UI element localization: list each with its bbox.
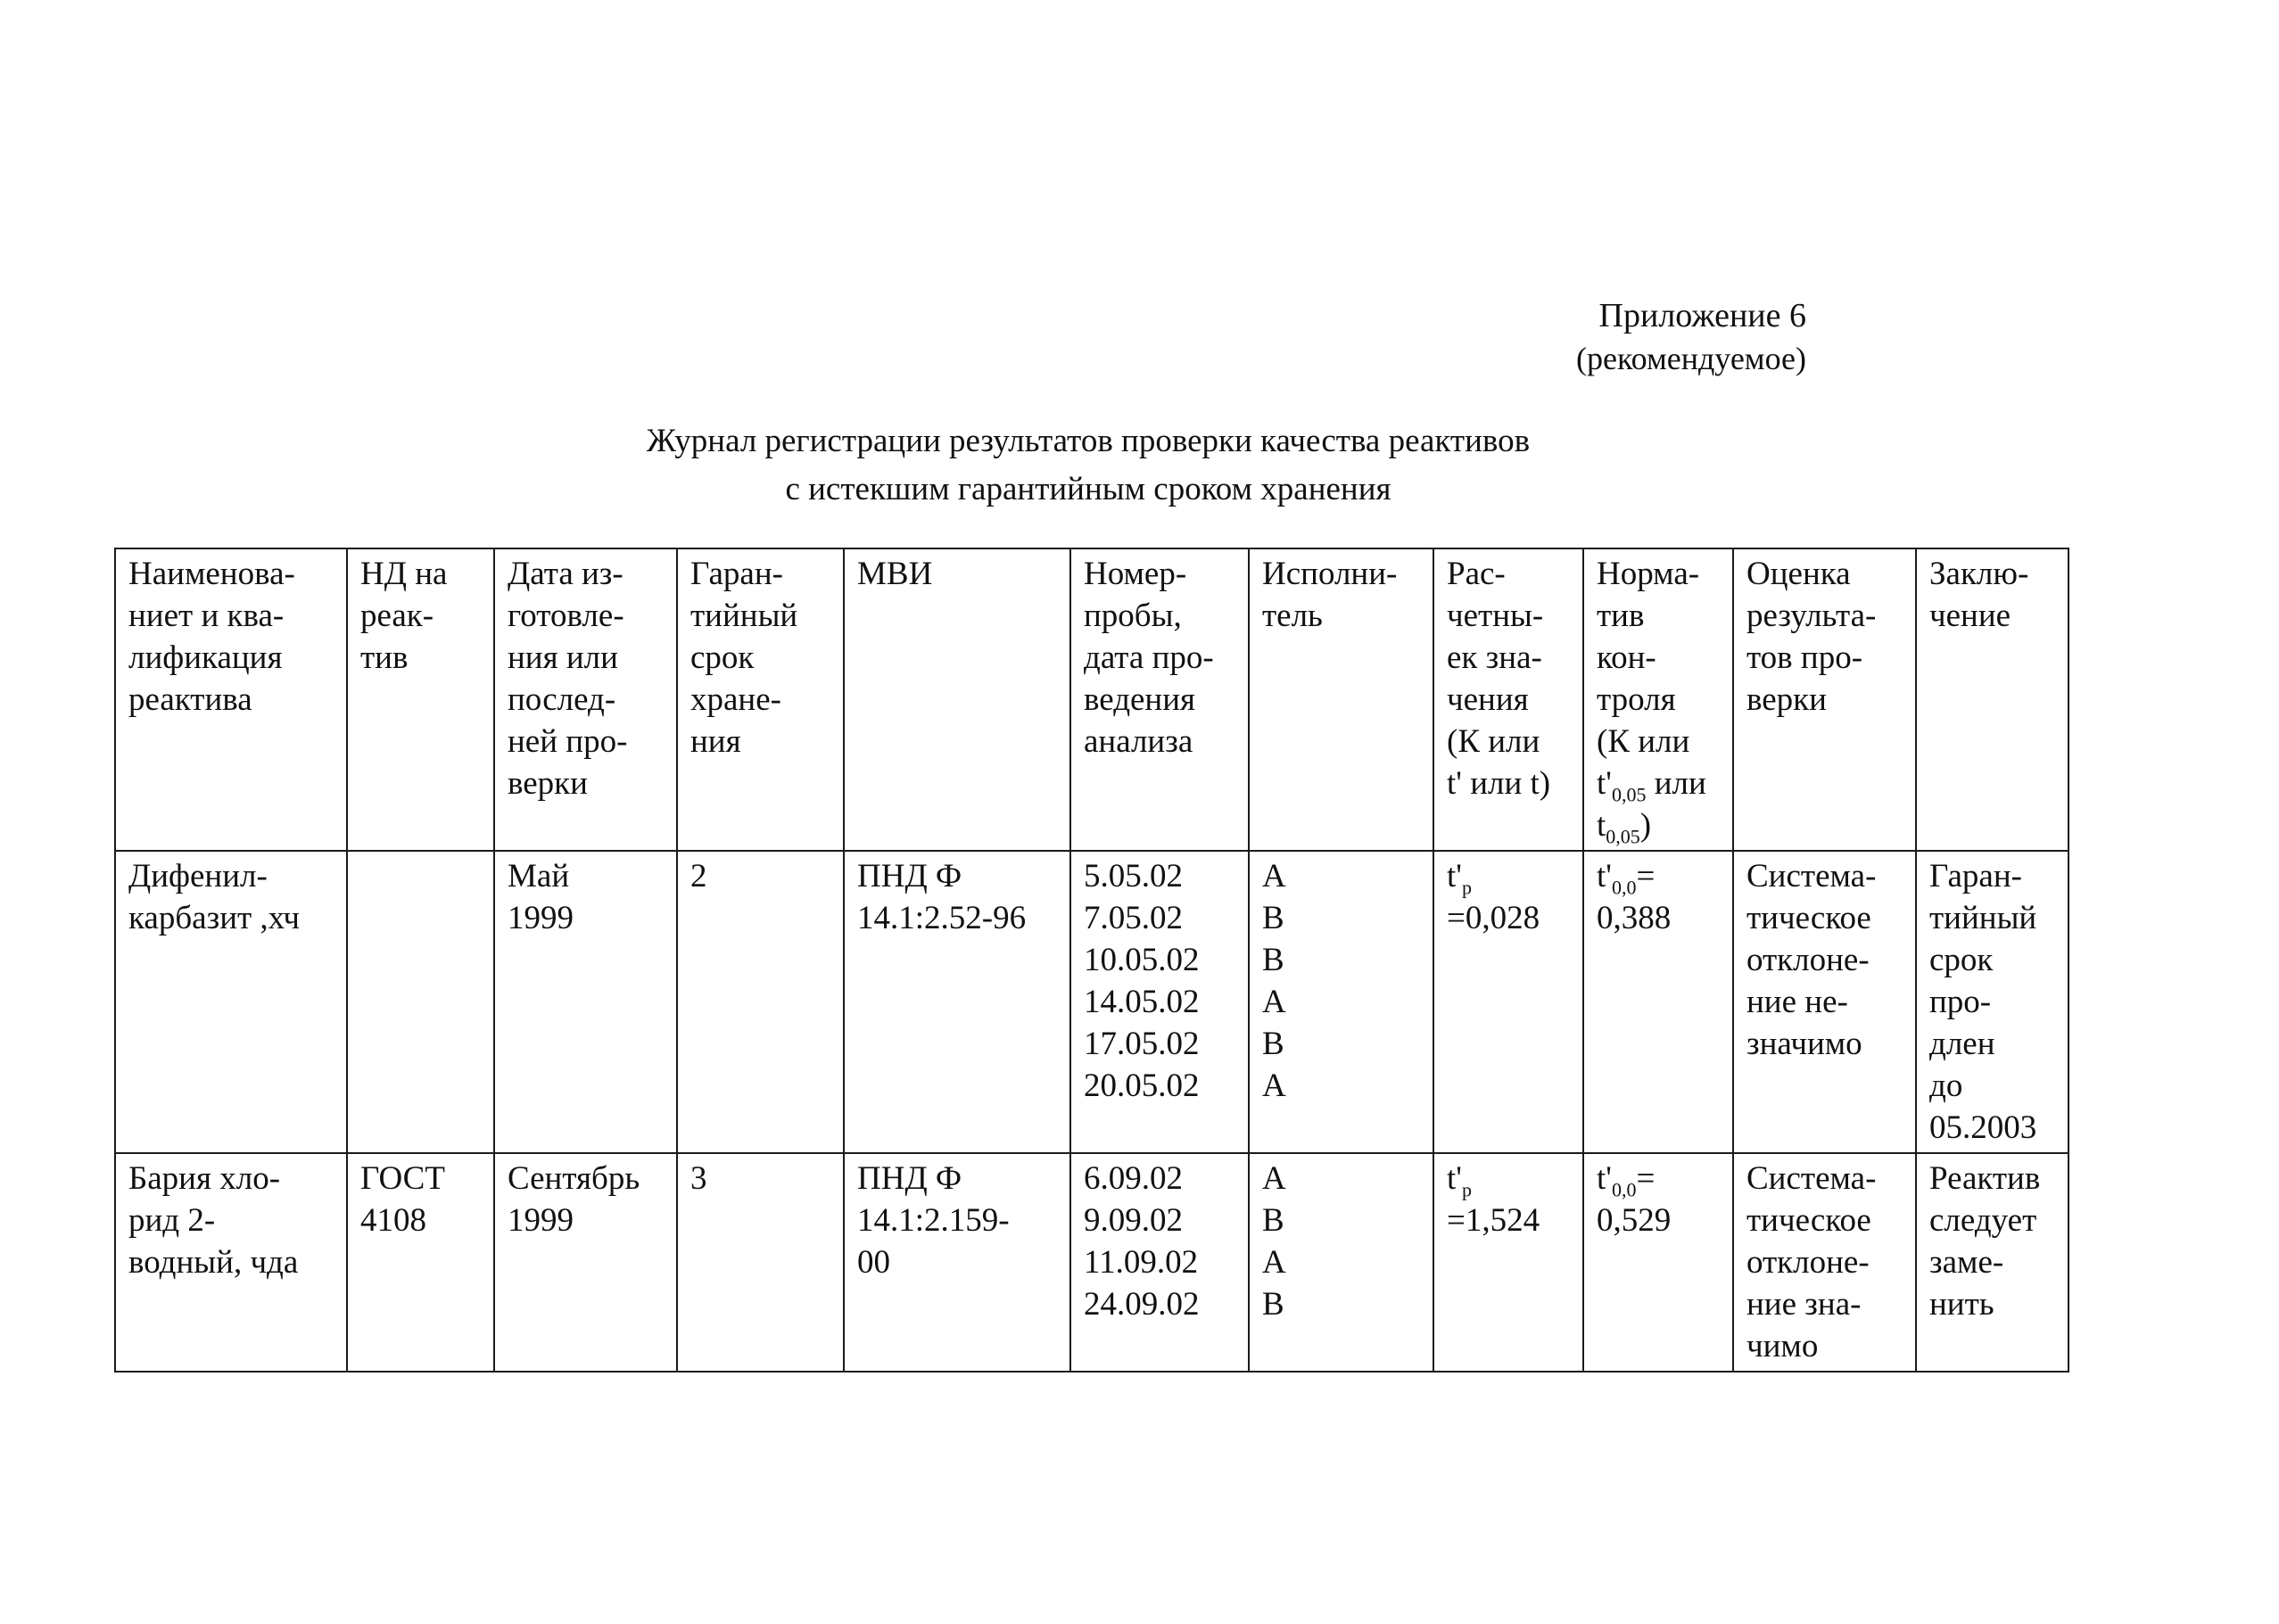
cell-calc: $t'_р$ =1,524: [1433, 1153, 1583, 1372]
cell-evaluation: Система- тическое отклоне- ние не- значимо: [1733, 851, 1916, 1153]
cell-warranty: 2: [677, 851, 844, 1153]
header-evaluation: Оценка результа- тов про- верки: [1733, 548, 1916, 851]
cell-executors: А В В А В А: [1249, 851, 1433, 1153]
appendix-status: (рекомендуемое): [1576, 341, 1806, 376]
journal-table: [114, 548, 2069, 1373]
appendix-label: [1576, 294, 1806, 380]
appendix-number: Приложение 6: [1598, 297, 1806, 334]
cell-samples: 6.09.02 9.09.02 11.09.02 24.09.02: [1070, 1153, 1249, 1372]
norm-t-prime: t': [1597, 765, 1612, 802]
header-norm: Норма- тив кон- троля (К или $t'_{0,05}$ или $t_{0,05}$): [1583, 548, 1733, 851]
cell-samples: 5.05.02 7.05.02 10.05.02 14.05.02 17.05.02 20.05.02: [1070, 851, 1249, 1153]
cell-conclusion: Реактив следует заме- нить: [1916, 1153, 2068, 1372]
norm-sub-2: 0,05: [1606, 825, 1640, 848]
title-line-2: с истекшим гарантийным сроком хранения: [785, 471, 1391, 507]
cell-date: Сентябрь 1999: [494, 1153, 677, 1372]
header-calc: Рас- четны- ек зна- чения (К или t' или t): [1433, 548, 1583, 851]
cell-norm: $t'_{0,0}=$ 0,388: [1583, 851, 1733, 1153]
header-mvi: МВИ: [844, 548, 1070, 851]
cell-warranty: 3: [677, 1153, 844, 1372]
norm-t: t: [1597, 807, 1606, 844]
cell-name: Дифенил- карбазит ,хч: [115, 851, 347, 1153]
header-date: Дата из- готовле- ния или послед- ней про- верки: [494, 548, 677, 851]
norm-or: или: [1646, 765, 1706, 802]
title-line-1: Журнал регистрации результатов проверки качества реактивов: [646, 423, 1531, 459]
header-conclusion: Заклю- чение: [1916, 548, 2068, 851]
cell-norm: $t'_{0,0}=$ 0,529: [1583, 1153, 1733, 1372]
document-title: [0, 417, 2176, 514]
cell-executors: А В А В: [1249, 1153, 1433, 1372]
table-row: [115, 851, 2068, 1153]
norm-close: ): [1639, 807, 1652, 844]
cell-mvi: ПНД Ф 14.1:2.159- 00: [844, 1153, 1070, 1372]
cell-nd: [347, 851, 494, 1153]
header-nd: НД на реак- тив: [347, 548, 494, 851]
header-sample: Номер- пробы, дата про- ведения анализа: [1070, 548, 1249, 851]
cell-conclusion: Гаран- тийный срок про- длен до 05.2003: [1916, 851, 2068, 1153]
cell-calc: $t'_р$ =0,028: [1433, 851, 1583, 1153]
table-header-row: [115, 548, 2068, 851]
cell-mvi: ПНД Ф 14.1:2.52-96: [844, 851, 1070, 1153]
cell-date: Май 1999: [494, 851, 677, 1153]
table-row: [115, 1153, 2068, 1372]
norm-sub-1: 0,05: [1611, 783, 1647, 806]
cell-nd: ГОСТ 4108: [347, 1153, 494, 1372]
cell-name: Бария хло- рид 2- водный, чда: [115, 1153, 347, 1372]
header-executor: Исполни- тель: [1249, 548, 1433, 851]
header-name: Наименова- ниет и ква- лификация реактива: [115, 548, 347, 851]
header-warranty: Гаран- тийный срок хране- ния: [677, 548, 844, 851]
cell-evaluation: Система- тическое отклоне- ние зна- чимо: [1733, 1153, 1916, 1372]
